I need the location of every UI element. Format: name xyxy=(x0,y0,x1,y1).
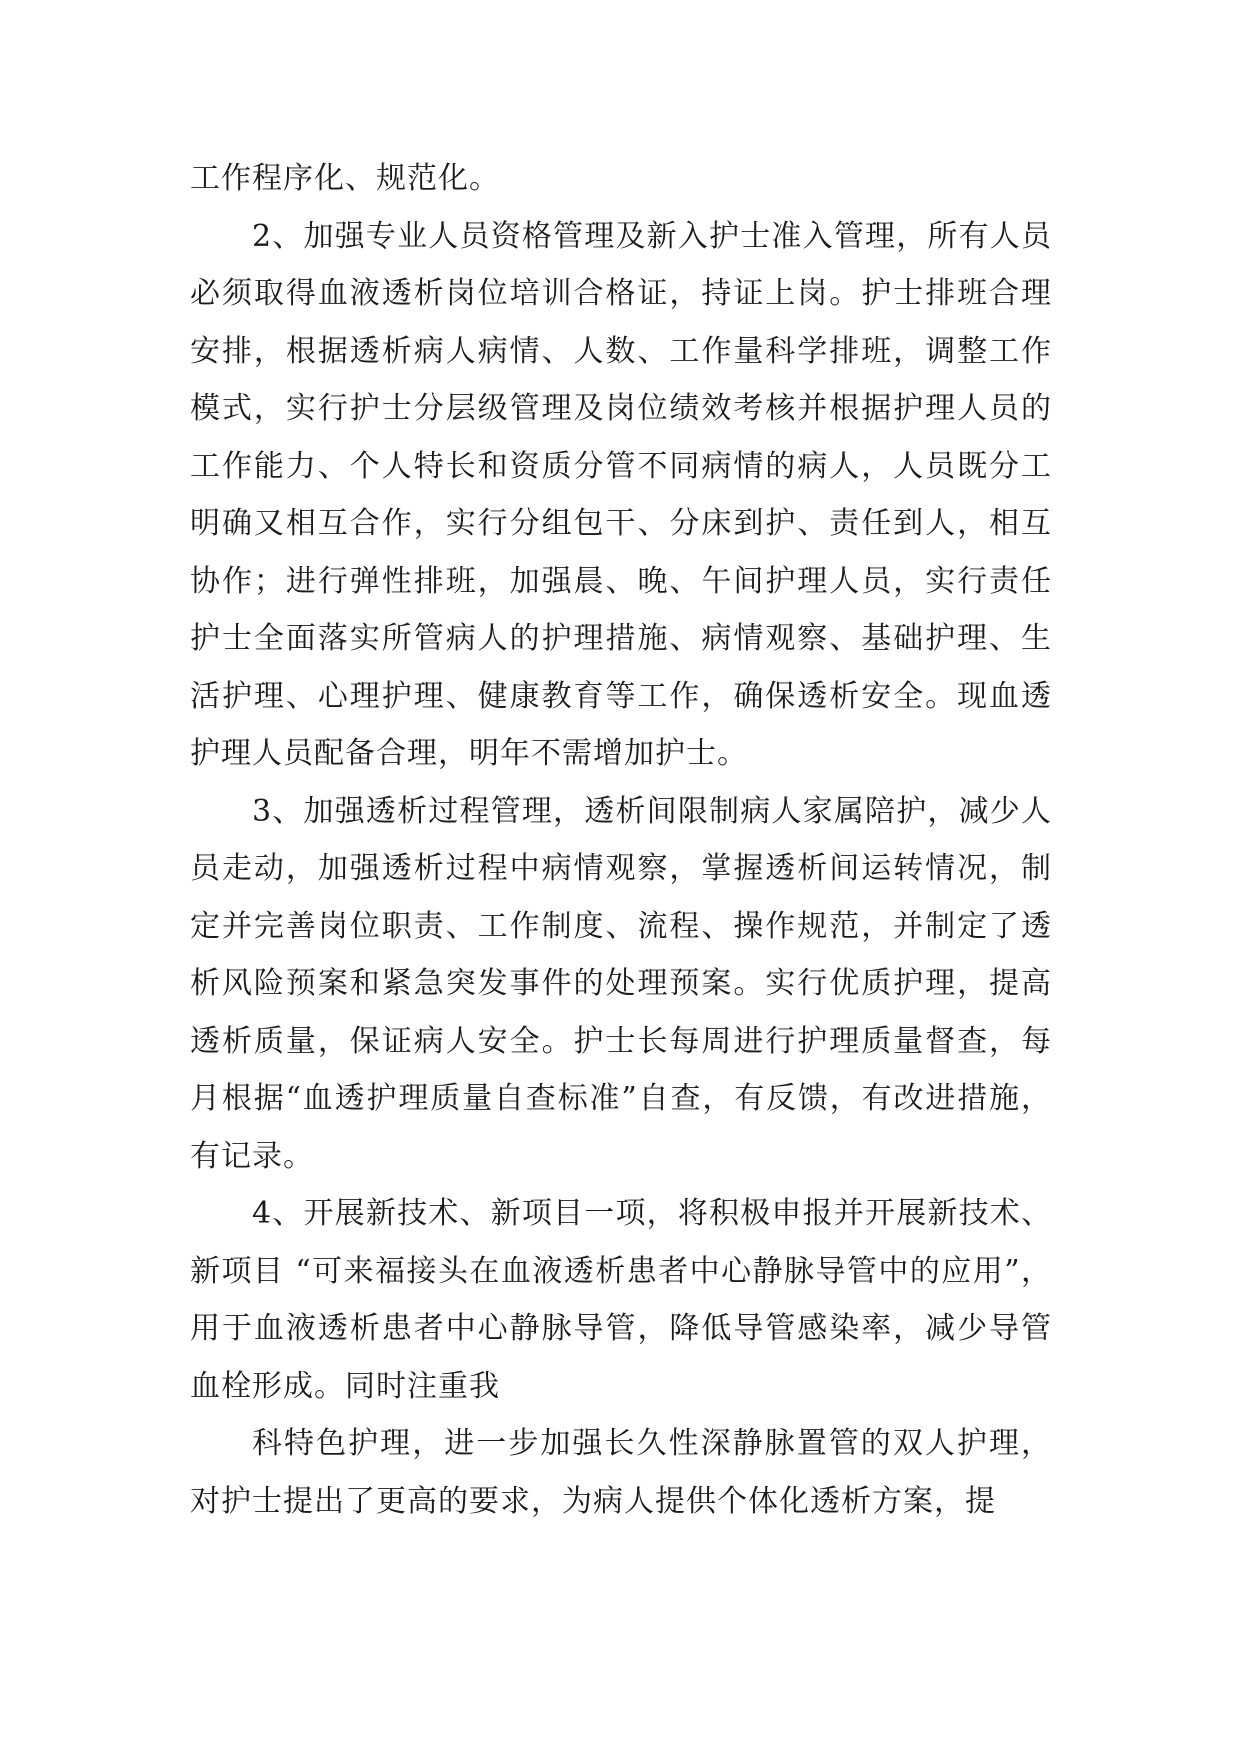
document-body xyxy=(190,150,1052,1530)
paragraph-3-dialysis-process: 3、加强透析过程管理，透析间限制病人家属陪护，减少人员走动，加强透析过程中病情观察，掌握透析间运转情况，制定并完善岗位职责、工作制度、流程、操作规范，并制定了透析风险预案和紧急突发事件的处理预案。实行优质护理，提高透析质量，保证病人安全。护士长每周进行护理质量督查，每月根据“血透护理质量自查标准”自查，有反馈，有改进措施，有记录。 xyxy=(190,793,1052,1174)
paragraph-4-new-technology: 4、开展新技术、新项目一项，将积极申报并开展新技术、新项目 “可来福接头在血液透析患者中心静脉导管中的应用”，用于血液透析患者中心静脉导管，降低导管感染率，减少导管血栓形成。同时注重我 xyxy=(190,1196,1052,1404)
paragraph-2-staff-qualification: 2、加强专业人员资格管理及新入护士准入管理，所有人员必须取得血液透析岗位培训合格证，持证上岗。护士排班合理安排，根据透析病人病情、人数、工作量科学排班，调整工作模式，实行护士分层级管理及岗位绩效考核并根据护理人员的工作能力、个人特长和资质分管不同病情的病人，人员既分工明确又相互合作，实行分组包干、分床到护、责任到人，相互协作；进行弹性排班，加强晨、晚、午间护理人员，实行责任护士全面落实所管病人的护理措施、病情观察、基础护理、生活护理、心理护理、健康教育等工作，确保透析安全。现血透护理人员配备合理，明年不需增加护士。 xyxy=(190,218,1052,771)
paragraph-5-special-nursing: 科特色护理，进一步加强长久性深静脉置管的双人护理，对护士提出了更高的要求，为病人提供个体化透析方案，提 xyxy=(190,1426,1052,1519)
paragraph-continuation: 工作程序化、规范化。 xyxy=(190,161,500,196)
